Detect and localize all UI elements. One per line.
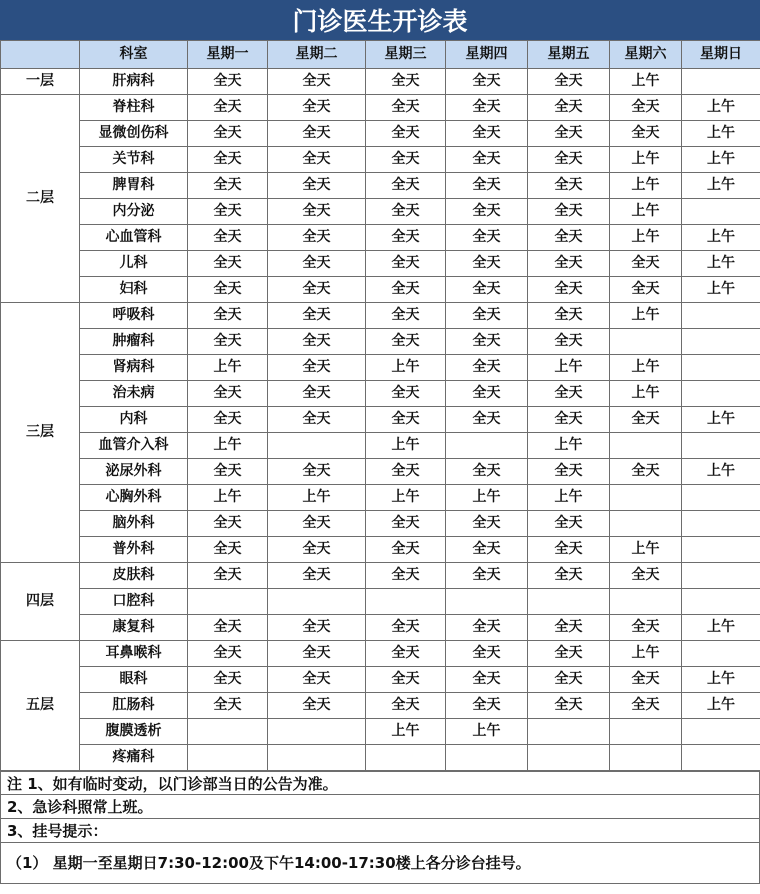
schedule-cell: 全天 <box>366 563 446 589</box>
department-cell: 心血管科 <box>80 225 188 251</box>
schedule-cell: 全天 <box>268 251 366 277</box>
header-row <box>1 41 760 69</box>
schedule-cell: 全天 <box>610 251 682 277</box>
schedule-cell <box>366 745 446 771</box>
schedule-cell: 全天 <box>268 667 366 693</box>
department-cell: 耳鼻喉科 <box>80 641 188 667</box>
department-cell: 眼科 <box>80 667 188 693</box>
department-cell: 治未病 <box>80 381 188 407</box>
schedule-cell: 全天 <box>528 381 610 407</box>
schedule-cell: 上午 <box>682 693 760 719</box>
note-line: 2、急诊科照常上班。 <box>0 795 760 819</box>
schedule-cell: 全天 <box>528 199 610 225</box>
department-cell: 血管介入科 <box>80 433 188 459</box>
department-cell: 呼吸科 <box>80 303 188 329</box>
schedule-cell: 全天 <box>188 277 268 303</box>
schedule-cell: 全天 <box>610 693 682 719</box>
schedule-cell: 上午 <box>682 173 760 199</box>
header-cell-floor <box>1 41 80 69</box>
schedule-cell: 全天 <box>268 537 366 563</box>
schedule-cell: 全天 <box>446 121 528 147</box>
schedule-cell: 上午 <box>188 433 268 459</box>
schedule-cell: 全天 <box>268 381 366 407</box>
department-cell: 脾胃科 <box>80 173 188 199</box>
schedule-cell: 全天 <box>366 615 446 641</box>
schedule-cell: 全天 <box>446 693 528 719</box>
schedule-cell: 上午 <box>610 381 682 407</box>
schedule-cell <box>268 433 366 459</box>
table-row <box>1 459 760 485</box>
header-cell-thursday: 星期四 <box>446 41 528 69</box>
schedule-cell: 上午 <box>610 641 682 667</box>
schedule-cell: 上午 <box>188 355 268 381</box>
schedule-cell <box>610 511 682 537</box>
table-row <box>1 563 760 589</box>
table-row <box>1 719 760 745</box>
schedule-cell: 全天 <box>188 225 268 251</box>
schedule-cell: 全天 <box>268 69 366 95</box>
schedule-cell: 全天 <box>446 355 528 381</box>
table-row <box>1 95 760 121</box>
table-row <box>1 199 760 225</box>
schedule-cell: 全天 <box>268 563 366 589</box>
schedule-cell: 全天 <box>188 95 268 121</box>
header-cell-sunday: 星期日 <box>682 41 760 69</box>
schedule-cell: 全天 <box>528 511 610 537</box>
schedule-cell: 全天 <box>268 407 366 433</box>
department-cell: 疼痛科 <box>80 745 188 771</box>
schedule-cell <box>682 719 760 745</box>
schedule-cell: 全天 <box>446 511 528 537</box>
schedule-cell: 上午 <box>682 147 760 173</box>
schedule-cell: 全天 <box>446 147 528 173</box>
schedule-cell: 全天 <box>528 277 610 303</box>
schedule-cell: 上午 <box>610 147 682 173</box>
schedule-cell: 上午 <box>188 485 268 511</box>
schedule-cell: 全天 <box>366 95 446 121</box>
schedule-cell <box>528 589 610 615</box>
schedule-cell: 上午 <box>682 225 760 251</box>
schedule-cell: 全天 <box>366 173 446 199</box>
schedule-cell <box>188 589 268 615</box>
department-cell: 肝病科 <box>80 69 188 95</box>
schedule-cell: 全天 <box>188 173 268 199</box>
schedule-cell: 全天 <box>446 615 528 641</box>
schedule-cell <box>446 745 528 771</box>
schedule-cell: 上午 <box>366 485 446 511</box>
schedule-cell <box>610 719 682 745</box>
schedule-cell <box>682 329 760 355</box>
floor-label: 一层 <box>1 69 80 95</box>
department-cell: 肛肠科 <box>80 693 188 719</box>
schedule-cell <box>188 745 268 771</box>
schedule-cell <box>682 589 760 615</box>
table-row <box>1 693 760 719</box>
department-cell: 内科 <box>80 407 188 433</box>
schedule-cell: 全天 <box>446 667 528 693</box>
schedule-cell: 全天 <box>268 95 366 121</box>
schedule-cell <box>682 69 760 95</box>
schedule-cell: 全天 <box>610 563 682 589</box>
schedule-cell: 全天 <box>610 459 682 485</box>
schedule-cell: 全天 <box>528 251 610 277</box>
schedule-cell: 全天 <box>528 563 610 589</box>
schedule-cell: 全天 <box>188 407 268 433</box>
header-cell-wednesday: 星期三 <box>366 41 446 69</box>
floor-label: 三层 <box>1 303 80 563</box>
schedule-cell: 全天 <box>366 199 446 225</box>
schedule-cell: 上午 <box>610 225 682 251</box>
note-line: 3、挂号提示： <box>0 819 760 843</box>
schedule-cell: 全天 <box>446 381 528 407</box>
schedule-cell: 上午 <box>682 615 760 641</box>
schedule-cell: 上午 <box>528 355 610 381</box>
schedule-cell: 全天 <box>366 251 446 277</box>
schedule-cell: 上午 <box>682 121 760 147</box>
schedule-cell: 全天 <box>268 355 366 381</box>
schedule-cell: 全天 <box>268 459 366 485</box>
schedule-cell: 全天 <box>188 303 268 329</box>
schedule-cell: 全天 <box>268 277 366 303</box>
schedule-cell: 全天 <box>188 329 268 355</box>
department-cell: 肾病科 <box>80 355 188 381</box>
schedule-cell: 全天 <box>268 147 366 173</box>
department-cell: 腹膜透析 <box>80 719 188 745</box>
schedule-cell: 全天 <box>268 615 366 641</box>
schedule-cell: 全天 <box>366 537 446 563</box>
schedule-cell: 全天 <box>366 69 446 95</box>
schedule-cell: 全天 <box>446 329 528 355</box>
header-cell-friday: 星期五 <box>528 41 610 69</box>
table-row <box>1 251 760 277</box>
schedule-cell: 全天 <box>188 537 268 563</box>
schedule-cell: 全天 <box>610 121 682 147</box>
schedule-cell: 全天 <box>188 251 268 277</box>
schedule-cell: 全天 <box>188 641 268 667</box>
schedule-cell: 全天 <box>446 277 528 303</box>
schedule-cell: 全天 <box>446 303 528 329</box>
schedule-cell: 全天 <box>188 615 268 641</box>
schedule-cell <box>682 303 760 329</box>
schedule-cell: 上午 <box>446 719 528 745</box>
table-row <box>1 303 760 329</box>
schedule-cell: 全天 <box>610 277 682 303</box>
table-row <box>1 147 760 173</box>
schedule-cell: 全天 <box>528 121 610 147</box>
schedule-cell: 上午 <box>610 355 682 381</box>
schedule-cell: 上午 <box>682 407 760 433</box>
schedule-cell: 全天 <box>366 147 446 173</box>
floor-label: 二层 <box>1 95 80 303</box>
sheet-title: 门诊医生开诊表 <box>0 0 760 41</box>
schedule-cell: 全天 <box>188 147 268 173</box>
schedule-cell: 上午 <box>366 355 446 381</box>
schedule-cell: 上午 <box>268 485 366 511</box>
schedule-cell <box>682 381 760 407</box>
schedule-cell: 全天 <box>188 69 268 95</box>
schedule-cell: 全天 <box>446 251 528 277</box>
department-cell: 皮肤科 <box>80 563 188 589</box>
schedule-cell: 全天 <box>268 173 366 199</box>
schedule-cell: 全天 <box>188 121 268 147</box>
table-row <box>1 381 760 407</box>
schedule-cell: 全天 <box>446 641 528 667</box>
schedule-cell: 全天 <box>366 329 446 355</box>
schedule-cell <box>610 433 682 459</box>
note-line: （1） 星期一至星期日7:30-12:00及下午14:00-17:30楼上各分诊台挂号。 <box>0 843 760 884</box>
department-cell: 关节科 <box>80 147 188 173</box>
schedule-cell: 上午 <box>528 485 610 511</box>
table-row <box>1 511 760 537</box>
table-row <box>1 225 760 251</box>
notes-section <box>0 771 760 884</box>
schedule-cell: 全天 <box>188 511 268 537</box>
schedule-cell: 全天 <box>528 225 610 251</box>
department-cell: 泌尿外科 <box>80 459 188 485</box>
schedule-cell: 上午 <box>366 719 446 745</box>
table-row <box>1 355 760 381</box>
schedule-cell: 全天 <box>366 693 446 719</box>
schedule-cell <box>682 511 760 537</box>
schedule-cell <box>446 589 528 615</box>
schedule-cell: 全天 <box>366 407 446 433</box>
header-cell-department: 科室 <box>80 41 188 69</box>
table-row <box>1 69 760 95</box>
schedule-cell: 全天 <box>366 459 446 485</box>
schedule-cell: 上午 <box>610 69 682 95</box>
schedule-cell: 全天 <box>610 615 682 641</box>
schedule-cell <box>528 719 610 745</box>
schedule-cell: 全天 <box>268 641 366 667</box>
department-cell: 显微创伤科 <box>80 121 188 147</box>
department-cell: 口腔科 <box>80 589 188 615</box>
schedule-cell: 全天 <box>188 381 268 407</box>
table-row <box>1 745 760 771</box>
schedule-cell: 上午 <box>610 173 682 199</box>
schedule-cell: 上午 <box>366 433 446 459</box>
schedule-cell: 上午 <box>610 537 682 563</box>
schedule-cell <box>682 355 760 381</box>
schedule-cell <box>366 589 446 615</box>
schedule-cell: 全天 <box>268 225 366 251</box>
table-row <box>1 485 760 511</box>
schedule-cell: 全天 <box>528 407 610 433</box>
department-cell: 心胸外科 <box>80 485 188 511</box>
schedule-cell: 全天 <box>528 693 610 719</box>
schedule-cell: 上午 <box>610 303 682 329</box>
department-cell: 普外科 <box>80 537 188 563</box>
schedule-cell: 全天 <box>268 511 366 537</box>
schedule-cell: 全天 <box>366 121 446 147</box>
schedule-cell: 全天 <box>366 381 446 407</box>
schedule-cell: 全天 <box>268 693 366 719</box>
schedule-cell: 全天 <box>446 563 528 589</box>
schedule-cell <box>528 745 610 771</box>
table-row <box>1 121 760 147</box>
schedule-cell <box>610 485 682 511</box>
header-cell-tuesday: 星期二 <box>268 41 366 69</box>
schedule-cell: 上午 <box>682 95 760 121</box>
header-cell-saturday: 星期六 <box>610 41 682 69</box>
table-row <box>1 615 760 641</box>
schedule-cell: 全天 <box>366 277 446 303</box>
schedule-cell <box>682 745 760 771</box>
schedule-cell <box>268 719 366 745</box>
schedule-cell: 全天 <box>366 511 446 537</box>
schedule-cell: 全天 <box>446 173 528 199</box>
schedule-cell: 全天 <box>528 303 610 329</box>
schedule-cell: 上午 <box>610 199 682 225</box>
table-row <box>1 329 760 355</box>
schedule-cell <box>610 329 682 355</box>
schedule-cell: 上午 <box>682 251 760 277</box>
schedule-cell: 全天 <box>446 459 528 485</box>
table-row <box>1 407 760 433</box>
schedule-cell: 全天 <box>610 407 682 433</box>
table-row <box>1 277 760 303</box>
schedule-cell <box>682 485 760 511</box>
department-cell: 妇科 <box>80 277 188 303</box>
schedule-cell: 上午 <box>682 277 760 303</box>
schedule-cell: 上午 <box>682 667 760 693</box>
schedule-cell: 上午 <box>682 459 760 485</box>
schedule-cell: 全天 <box>446 69 528 95</box>
schedule-cell: 全天 <box>188 563 268 589</box>
schedule-cell <box>268 745 366 771</box>
schedule-cell <box>610 589 682 615</box>
schedule-cell: 全天 <box>446 199 528 225</box>
floor-label: 四层 <box>1 563 80 641</box>
schedule-cell: 上午 <box>446 485 528 511</box>
schedule-cell: 全天 <box>528 147 610 173</box>
schedule-cell <box>682 199 760 225</box>
table-row <box>1 641 760 667</box>
schedule-cell <box>610 745 682 771</box>
table-row <box>1 667 760 693</box>
table-row <box>1 173 760 199</box>
schedule-cell: 全天 <box>528 537 610 563</box>
department-cell: 肿瘤科 <box>80 329 188 355</box>
table-row <box>1 433 760 459</box>
schedule-cell <box>268 589 366 615</box>
schedule-cell: 上午 <box>528 433 610 459</box>
schedule-cell: 全天 <box>188 667 268 693</box>
schedule-cell: 全天 <box>446 225 528 251</box>
department-cell: 脑外科 <box>80 511 188 537</box>
schedule-cell: 全天 <box>268 303 366 329</box>
schedule-cell: 全天 <box>366 225 446 251</box>
schedule-cell: 全天 <box>446 95 528 121</box>
floor-label: 五层 <box>1 641 80 771</box>
schedule-cell <box>682 433 760 459</box>
schedule-cell: 全天 <box>188 693 268 719</box>
table-row <box>1 589 760 615</box>
department-cell: 儿科 <box>80 251 188 277</box>
department-cell: 内分泌 <box>80 199 188 225</box>
schedule-cell <box>188 719 268 745</box>
schedule-cell: 全天 <box>528 459 610 485</box>
schedule-table <box>0 40 760 771</box>
table-row <box>1 537 760 563</box>
schedule-body <box>1 69 760 771</box>
schedule-cell: 全天 <box>268 121 366 147</box>
header-cell-monday: 星期一 <box>188 41 268 69</box>
schedule-cell: 全天 <box>366 303 446 329</box>
schedule-cell: 全天 <box>528 667 610 693</box>
schedule-cell: 全天 <box>610 667 682 693</box>
schedule-cell: 全天 <box>528 173 610 199</box>
schedule-cell: 全天 <box>528 615 610 641</box>
department-cell: 脊柱科 <box>80 95 188 121</box>
schedule-cell: 全天 <box>188 459 268 485</box>
schedule-cell <box>682 563 760 589</box>
schedule-cell: 全天 <box>446 537 528 563</box>
note-line: 注 1、如有临时变动，以门诊部当日的公告为准。 <box>0 771 760 795</box>
schedule-cell: 全天 <box>366 641 446 667</box>
schedule-cell <box>682 537 760 563</box>
department-cell: 康复科 <box>80 615 188 641</box>
schedule-cell: 全天 <box>528 95 610 121</box>
schedule-cell: 全天 <box>528 641 610 667</box>
schedule-cell: 全天 <box>528 69 610 95</box>
schedule-cell: 全天 <box>188 199 268 225</box>
schedule-cell: 全天 <box>610 95 682 121</box>
schedule-cell: 全天 <box>268 329 366 355</box>
schedule-cell <box>446 433 528 459</box>
schedule-cell <box>682 641 760 667</box>
schedule-cell: 全天 <box>446 407 528 433</box>
schedule-cell: 全天 <box>528 329 610 355</box>
schedule-cell: 全天 <box>268 199 366 225</box>
schedule-cell: 全天 <box>366 667 446 693</box>
